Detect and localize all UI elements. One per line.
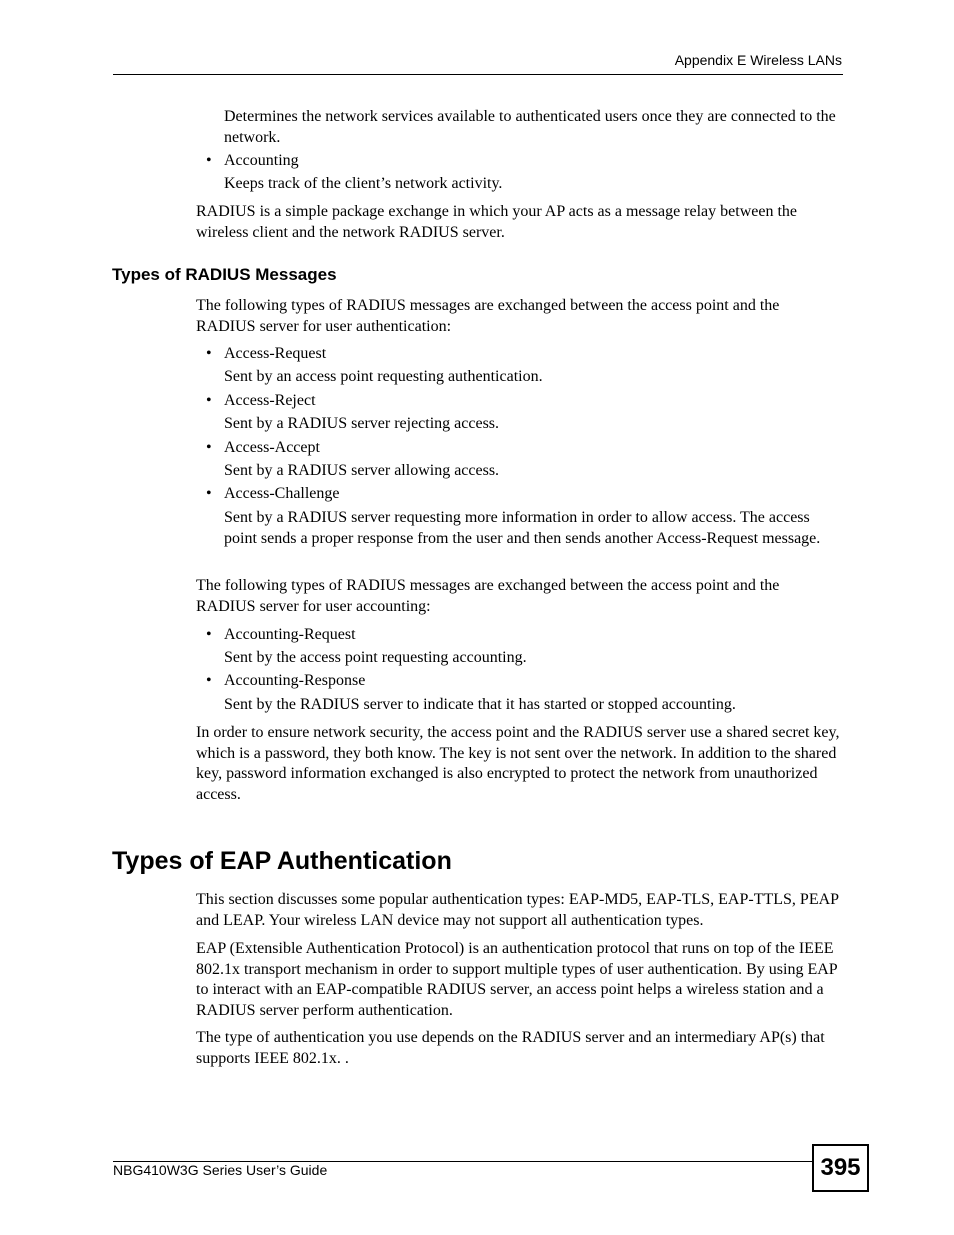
bullet-icon: • [206,152,212,169]
bullet-icon: • [206,439,212,456]
bullet-accounting-request [206,625,356,646]
bullet-term: Access-Accept [224,439,320,456]
eap-paragraph-1: This section discusses some popular authentication types: EAP-MD5, EAP-TLS, EAP-TTLS, PEAP and LEAP. Your wireless LAN device may not support all authentication types. [196,891,839,929]
bullet-description: Sent by a RADIUS server allowing access. [224,462,500,479]
bullet-description: Sent by the access point requesting accounting. [224,649,527,666]
eap-paragraph-2: EAP (Extensible Authentication Protocol) is an authentication protocol that runs on top of the IEEE 802.1x transport mechanism in order to support multiple types of user authentication. By using EAP to interact with an EAP-compatible RADIUS server, an access point helps a wireless station and a RADIUS server perform authentication. [196,940,838,1019]
header-divider [113,74,843,75]
bullet-description: Sent by a RADIUS server requesting more information in order to allow access. The access point sends a proper response from the user and then sends another Access-Request message. [224,509,821,547]
footer-guide-title: NBG410W3G Series User’s Guide [113,1162,328,1178]
bullet-description: Sent by a RADIUS server rejecting access. [224,415,500,432]
bullet-term: Accounting-Response [224,672,366,689]
eap-section-heading: Types of EAP Authentication [112,847,452,875]
radius-paragraph: RADIUS is a simple package exchange in which your AP acts as a message relay between the wireless client and the network RADIUS server. [196,203,797,241]
bullet-access-request [206,344,326,365]
auth-intro-paragraph: The following types of RADIUS messages are exchanged between the access point and the RADIUS server for user authentication: [196,297,780,335]
bullet-access-reject [206,391,316,412]
bullet-term: Accounting-Request [224,626,356,643]
bullet-description: Sent by an access point requesting authentication. [224,368,543,385]
authorization-description: Determines the network services available to authenticated users once they are connected to the network. [224,108,836,146]
bullet-term: Access-Reject [224,392,316,409]
bullet-icon: • [206,626,212,643]
bullet-icon: • [206,392,212,409]
eap-paragraph-3: The type of authentication you use depends on the RADIUS server and an intermediary AP(s) that supports IEEE 802.1x. . [196,1029,825,1067]
bullet-icon: • [206,345,212,362]
page-number-box [812,1144,869,1192]
bullet-description: Sent by the RADIUS server to indicate that it has started or stopped accounting. [224,696,736,713]
accounting-description: Keeps track of the client’s network activity. [224,175,503,192]
bullet-access-accept [206,438,320,459]
bullet-term: Access-Challenge [224,485,340,502]
bullet-accounting-response [206,671,365,692]
bullet-term: Accounting [224,152,299,169]
security-paragraph: In order to ensure network security, the access point and the RADIUS server use a shared secret key, which is a password, they both know. The key is not sent over the network. In addition to the shared key, password information exchanged is also encrypted to protect the network from unauthorized access. [196,724,840,803]
bullet-term: Access-Request [224,345,327,362]
page-number: 395 [820,1154,861,1181]
bullet-access-challenge [206,484,340,505]
bullet-accounting [206,151,299,172]
bullet-icon: • [206,485,212,502]
radius-messages-heading: Types of RADIUS Messages [112,265,337,284]
acct-intro-paragraph: The following types of RADIUS messages are exchanged between the access point and the RADIUS server for user accounting: [196,577,780,615]
header-section-title: Appendix E Wireless LANs [674,52,842,68]
bullet-icon: • [206,672,212,689]
